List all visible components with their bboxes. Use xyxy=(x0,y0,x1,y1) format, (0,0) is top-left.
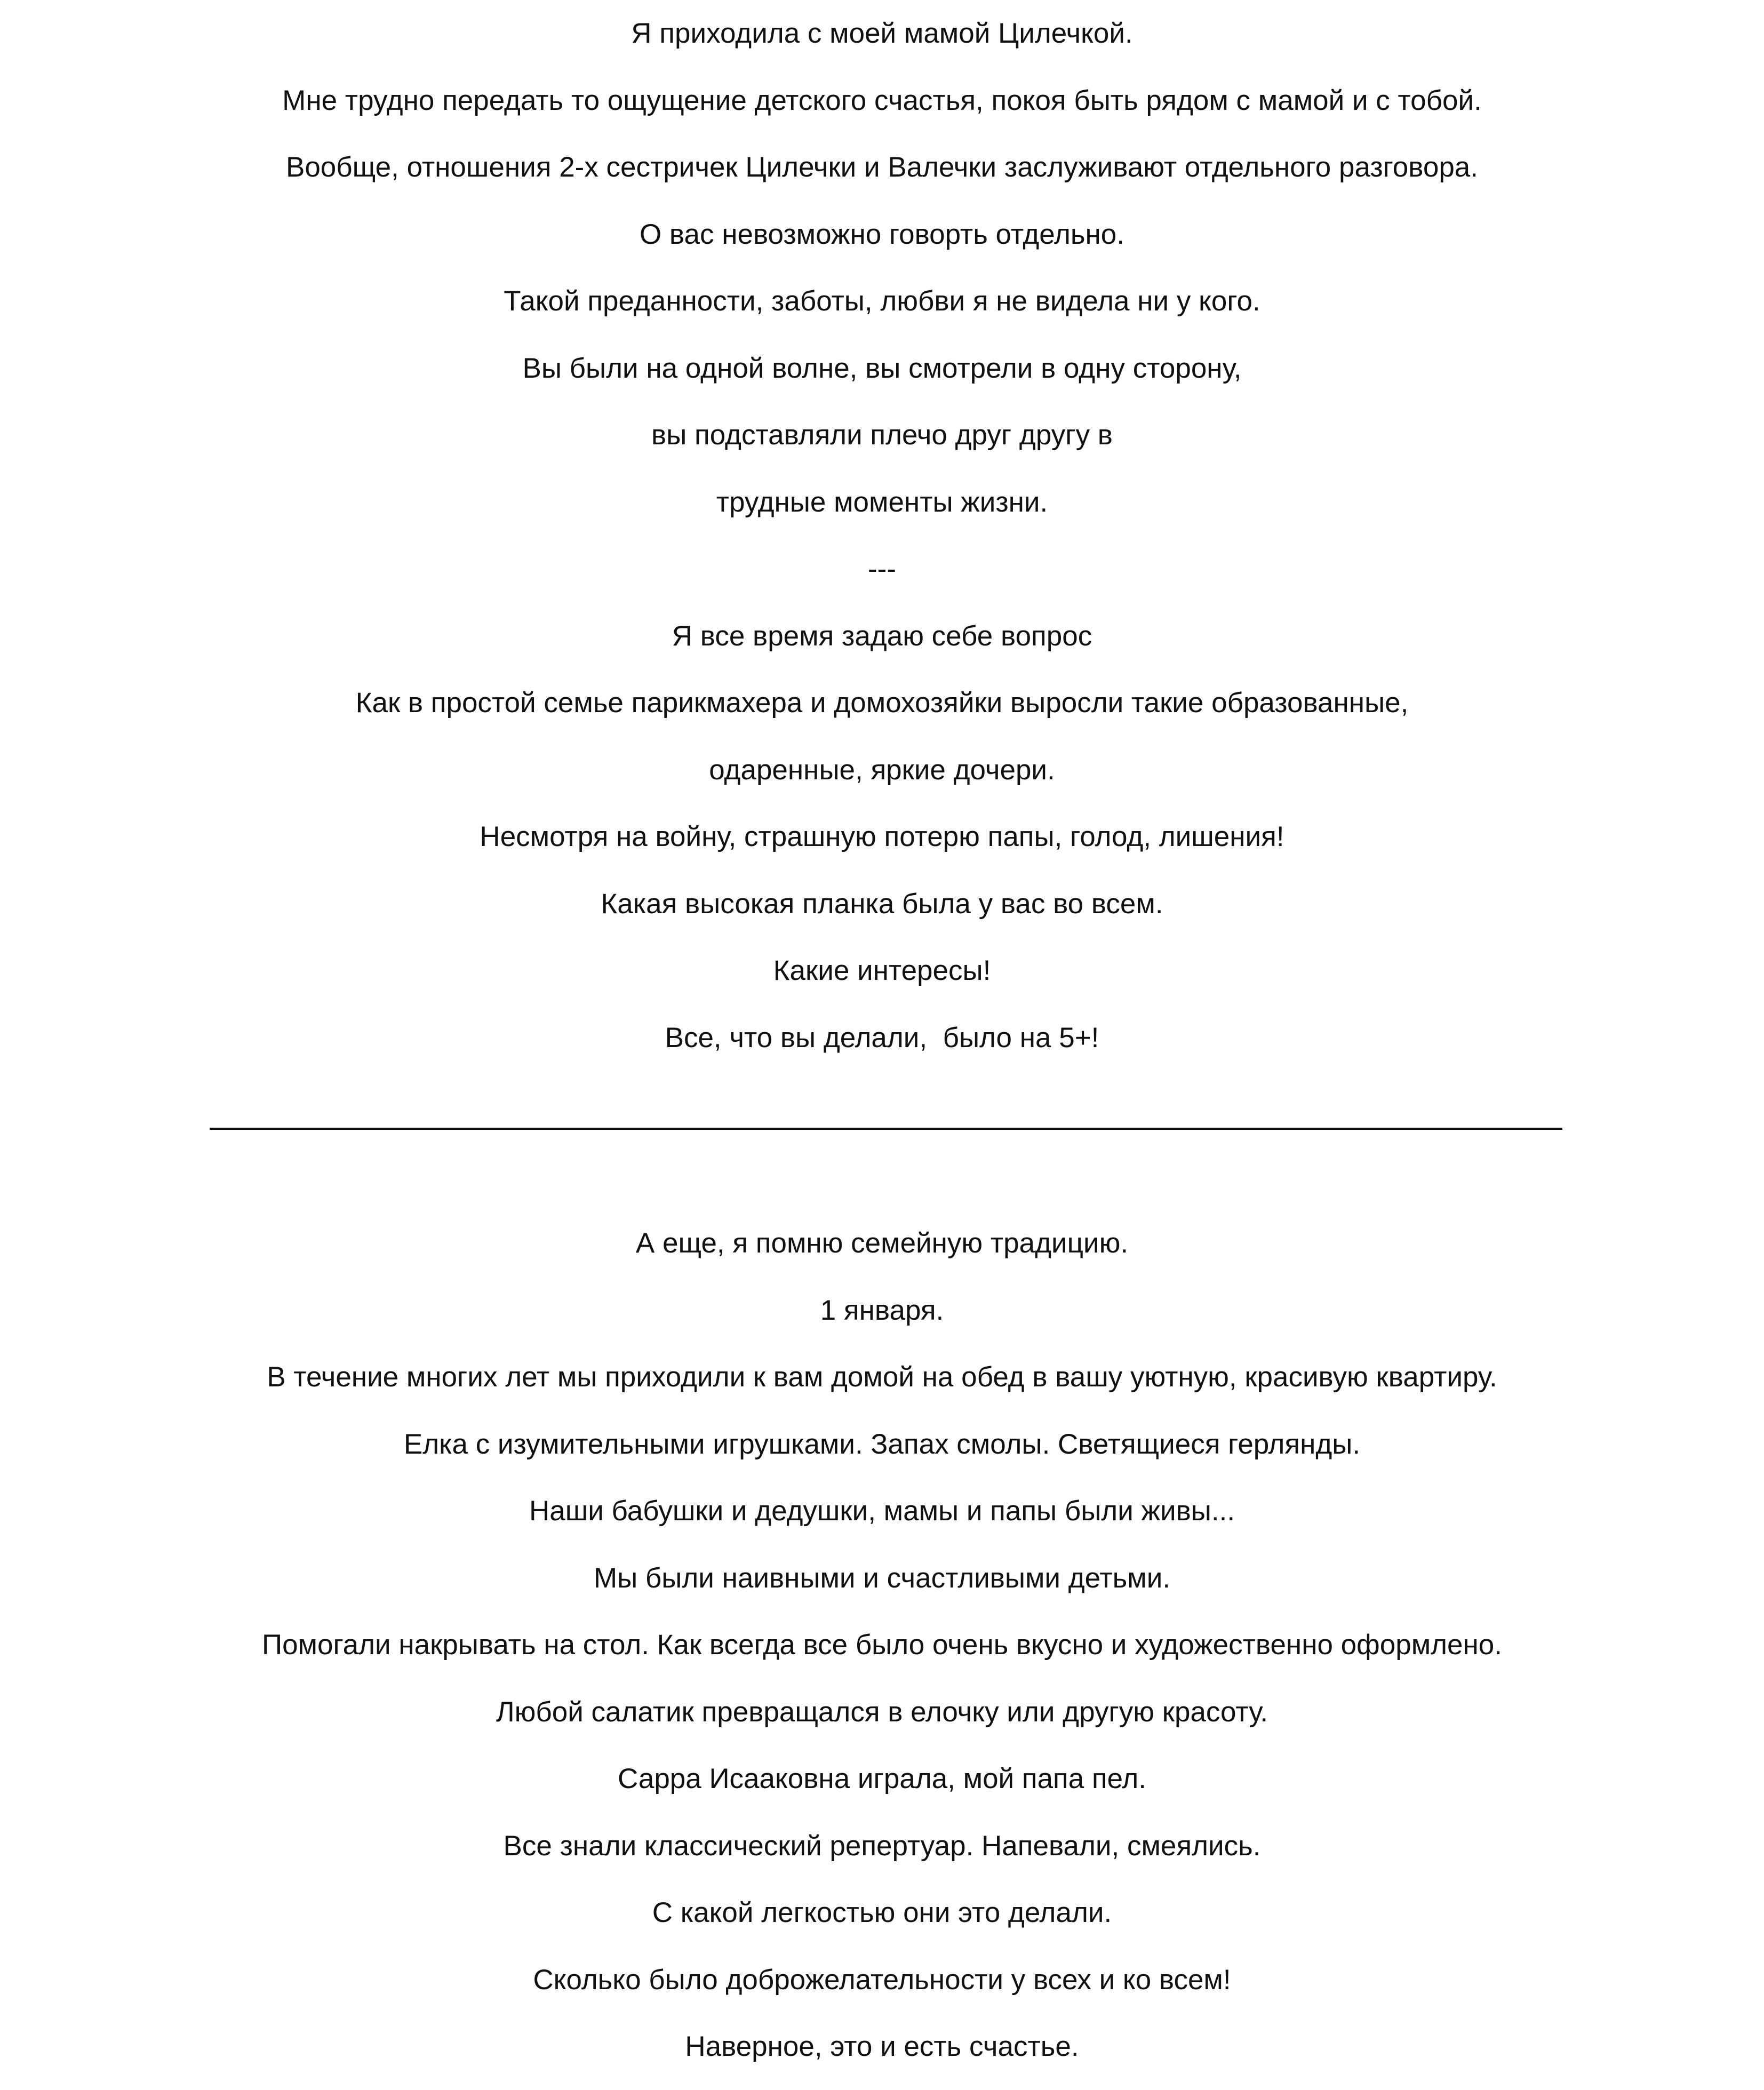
text-line: Мы были наивными и счастливыми детьми. xyxy=(593,1562,1171,1594)
text-line: Вообще, отношения 2-х сестричек Цилечки и Валечки заслуживают отдельного разговора. xyxy=(285,151,1479,183)
text-separator: --- xyxy=(868,553,896,585)
text-line: одаренные, яркие дочери. xyxy=(709,754,1055,786)
text-line: О вас невозможно говорть отдельно. xyxy=(639,218,1125,250)
horizontal-divider xyxy=(210,1128,1562,1130)
text-line: Все, что вы делали, было на 5+! xyxy=(665,1022,1099,1054)
text-line: Елка с изумительными игрушками. Запах смолы. Светящиеся герлянды. xyxy=(403,1428,1361,1460)
text-line: Вы были на одной волне, вы смотрели в одну сторону, xyxy=(522,352,1242,384)
text-line: вы подставляли плечо друг другу в xyxy=(651,419,1113,451)
text-line: Помогали накрывать на стол. Как всегда все было очень вкусно и художественно оформлено. xyxy=(261,1629,1503,1661)
text-line: Я все время задаю себе вопрос xyxy=(672,620,1092,652)
text-line: 1 января. xyxy=(820,1294,944,1326)
text-line: Сколько было доброжелательности у всех и ко всем! xyxy=(533,1964,1231,1996)
text-line: Сарра Исааковна играла, мой папа пел. xyxy=(617,1763,1147,1794)
text-line: Я приходила с моей мамой Цилечкой. xyxy=(631,18,1133,49)
text-line: Такой преданности, заботы, любви я не видела ни у кого. xyxy=(504,285,1260,317)
text-line: Какие интересы! xyxy=(773,955,991,986)
text-line: Наверное, это и есть счастье. xyxy=(685,2031,1079,2062)
text-line: Несмотря на войну, страшную потерю папы, голод, лишения! xyxy=(480,821,1284,852)
text-section-1 xyxy=(0,10,1764,1081)
text-line: Наши бабушки и дедушки, мамы и папы были живы... xyxy=(529,1495,1235,1527)
text-line: Мне трудно передать то ощущение детского счастья, покоя быть рядом с мамой и с тобой. xyxy=(282,84,1482,116)
text-line: Какая высокая планка была у вас во всем. xyxy=(601,888,1163,920)
text-line: В течение многих лет мы приходили к вам домой на обед в вашу уютную, красивую квартиру. xyxy=(267,1361,1497,1393)
text-line: С какой легкостью они это делали. xyxy=(652,1897,1112,1928)
text-line: Любой салатик превращался в елочку или другую красоту. xyxy=(496,1696,1268,1728)
text-line: Все знали классический репертуар. Напевали, смеялись. xyxy=(503,1830,1261,1862)
text-section-2 xyxy=(0,1219,1764,2090)
text-line: А еще, я помню семейную традицию. xyxy=(635,1227,1129,1259)
text-line: трудные моменты жизни. xyxy=(716,486,1048,518)
text-line: Как в простой семье парикмахера и домохозяйки выросли такие образованные, xyxy=(355,687,1409,719)
